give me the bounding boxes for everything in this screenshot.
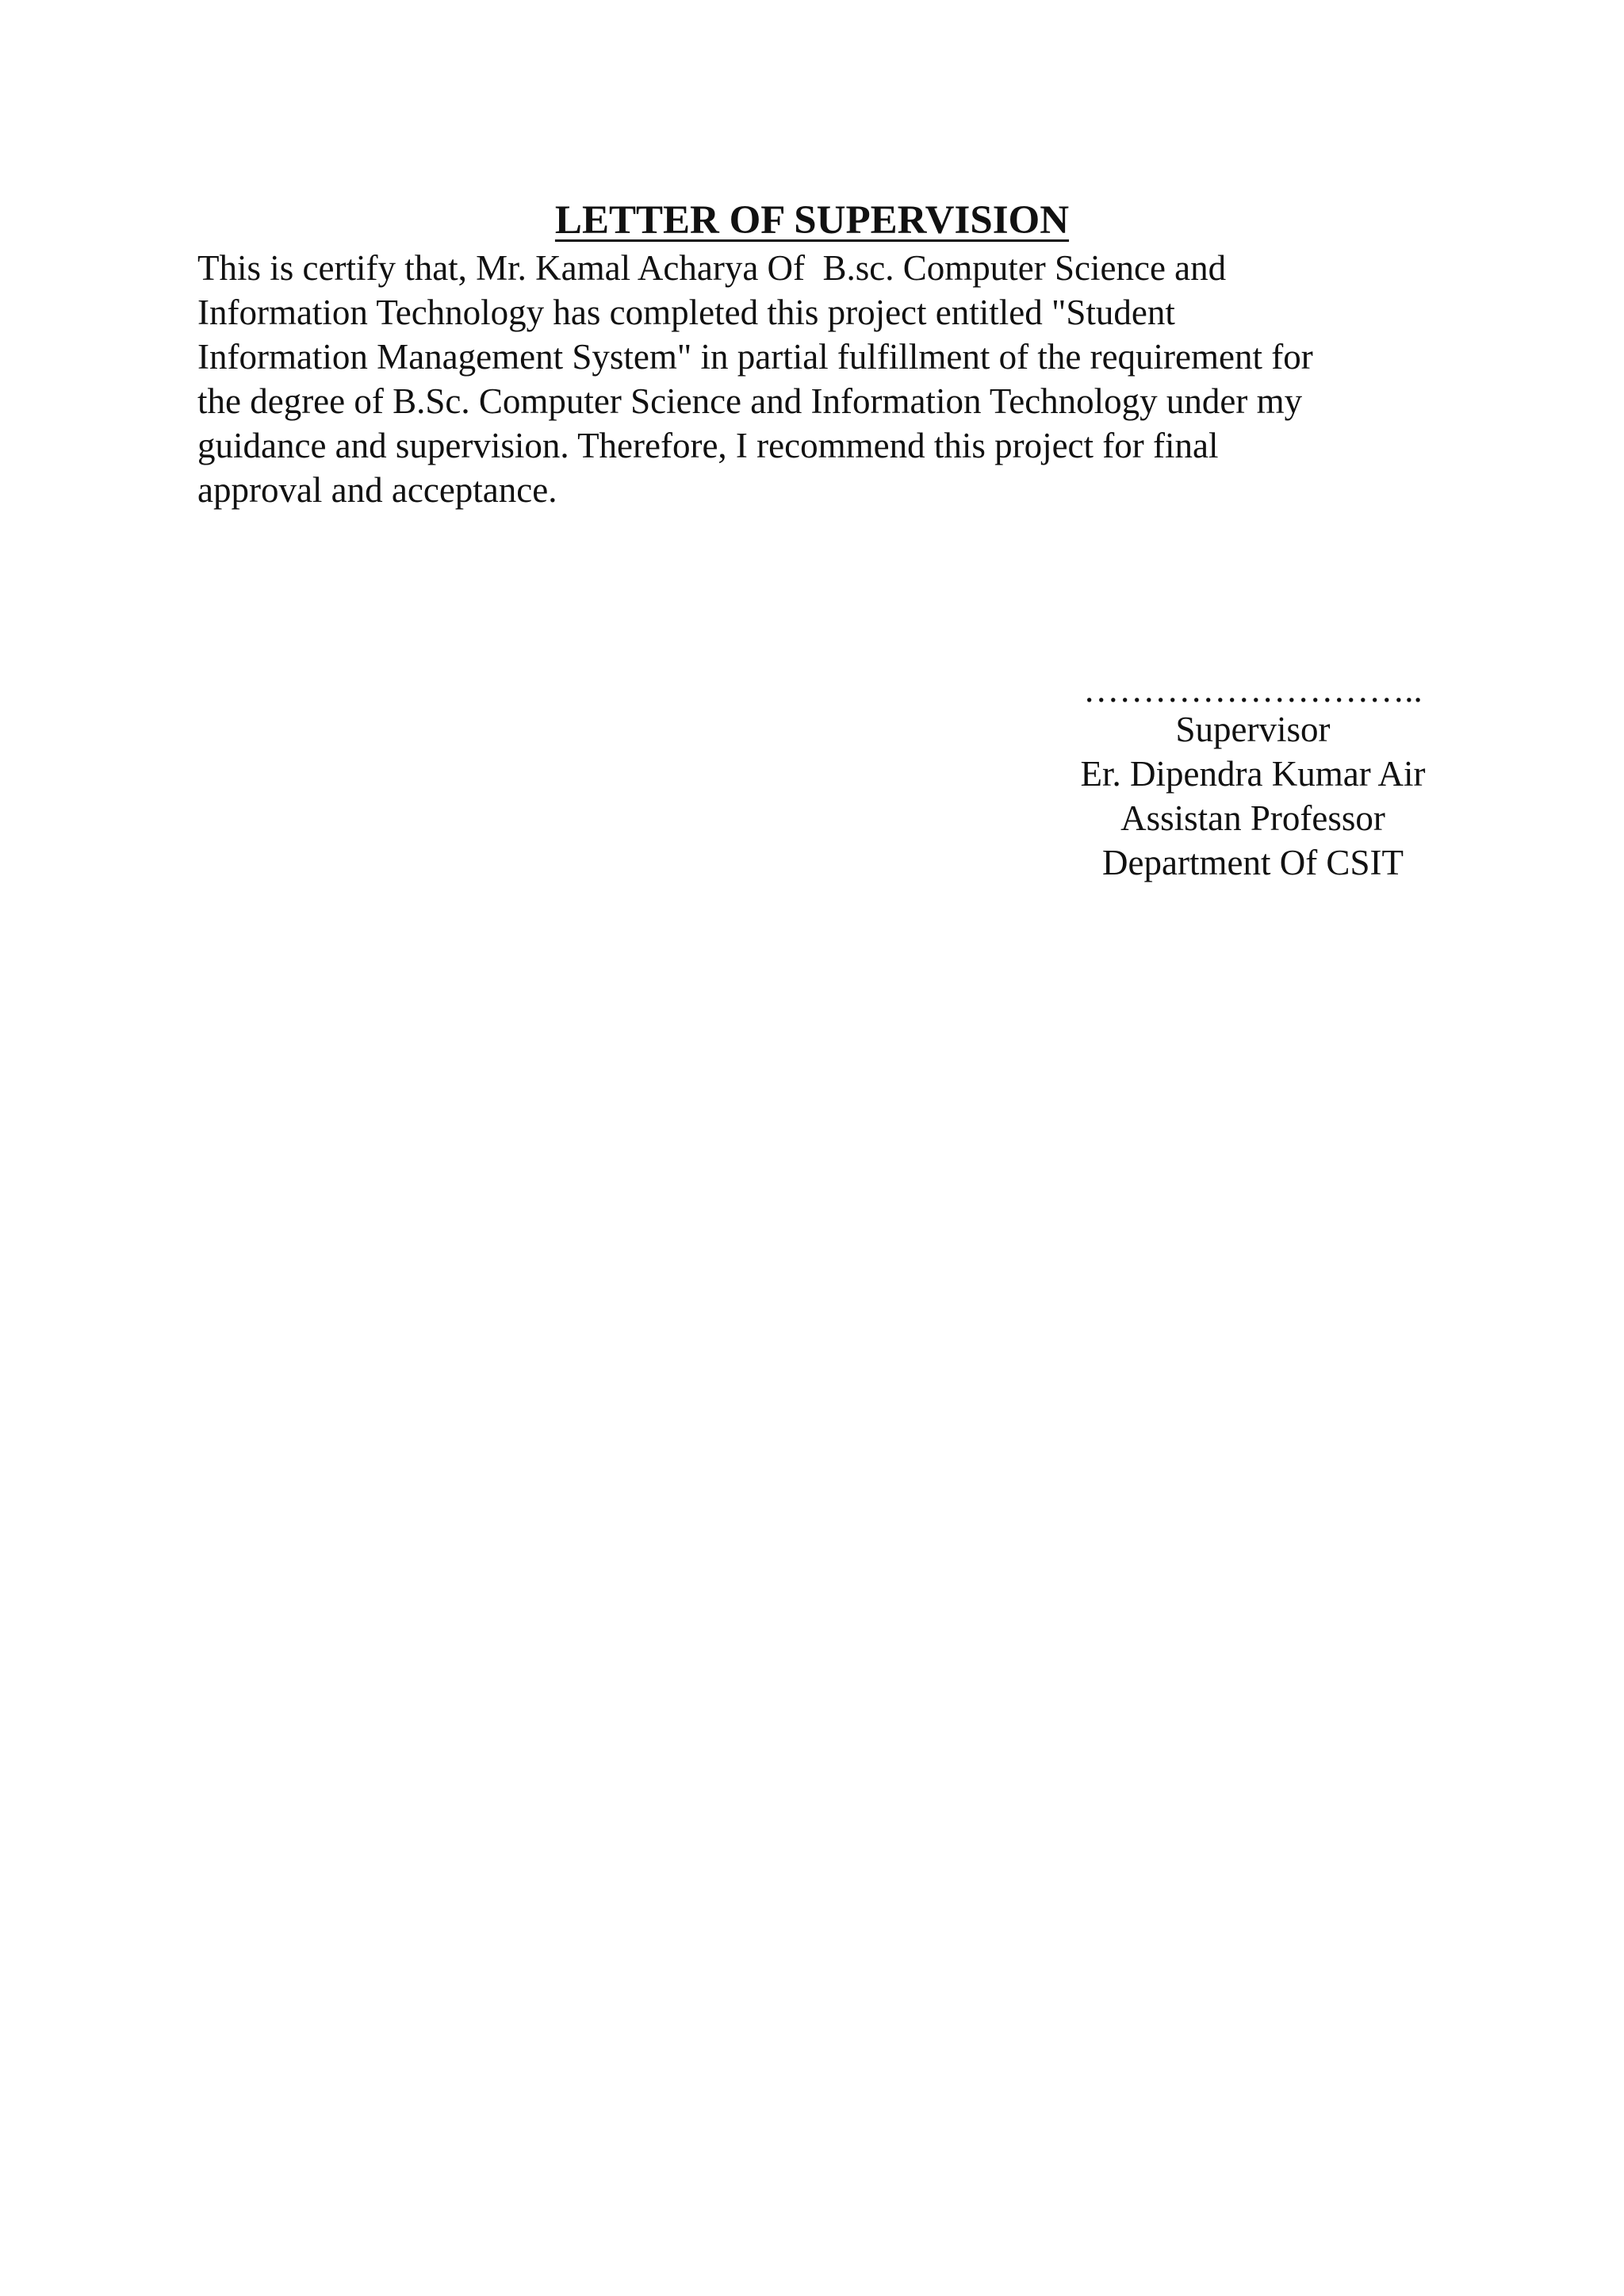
body-line: approval and acceptance. [197, 470, 557, 510]
body-line: the degree of B.Sc. Computer Science and Information Technology under my [197, 381, 1303, 421]
signature-department: Department Of CSIT [1102, 843, 1404, 882]
body-line: Information Technology has completed this project entitled "Student [197, 293, 1175, 332]
signature-role: Supervisor [1175, 710, 1331, 749]
signature-dots: ……………………….. [1083, 670, 1423, 710]
letter-title: LETTER OF SUPERVISION [554, 198, 1070, 243]
body-line: guidance and supervision. Therefore, I recommend this project for final [197, 426, 1219, 465]
signature-position: Assistan Professor [1120, 798, 1385, 838]
body-line: This is certify that, Mr. Kamal Acharya Of B.sc. Computer Science and [197, 248, 1227, 288]
signature-name: Er. Dipendra Kumar Air [1080, 754, 1426, 794]
body-line: Information Management System" in partial fulfillment of the requirement for [197, 337, 1313, 377]
